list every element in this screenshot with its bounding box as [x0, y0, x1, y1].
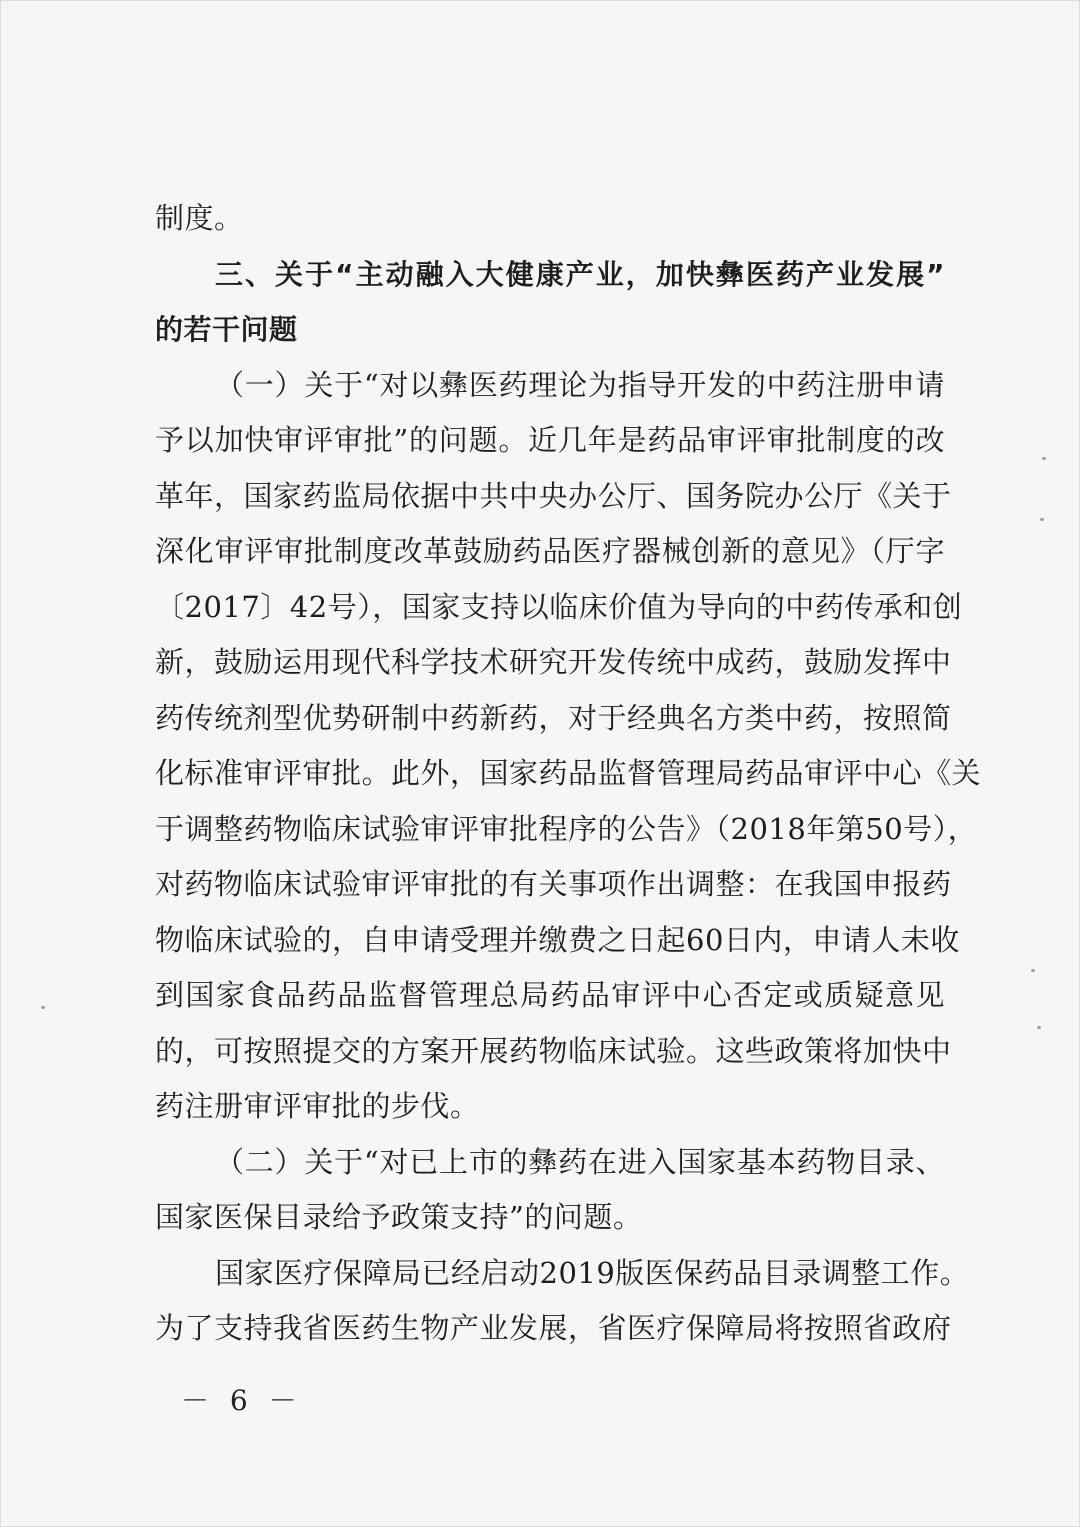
body-line-1: 制度。	[155, 201, 244, 235]
body-line-14: 物临床试验的，自申请受理并缴费之日起60日内，申请人未收	[155, 922, 960, 957]
subsection-two-title-line: （二）关于“对已上市的彝药在进入国家基本药物目录、	[215, 1144, 945, 1179]
body-line-19: 国家医保目录给予政策支持”的问题。	[155, 1200, 643, 1234]
body-line-12: 于调整药物临床试验审评审批程序的公告》（2018年第50号），	[155, 811, 978, 846]
body-line-21: 为了支持我省医药生物产业发展，省医疗保障局将按照省政府	[155, 1311, 952, 1345]
document-body	[155, 191, 982, 1357]
subsection-one-title-line: （一）关于“对以彝医药理论为指导开发的中药注册申请	[215, 367, 945, 402]
body-line-11: 化标准审评审批。此外，国家药品监督管理局药品审评中心《关	[155, 756, 982, 790]
scan-speck	[1042, 457, 1046, 460]
body-line-8: 〔2017〕42号），国家支持以临床价值为导向的中药传承和创	[155, 589, 963, 624]
body-line-17: 药注册审评审批的步伐。	[155, 1089, 480, 1123]
body-line-9: 新，鼓励运用现代科学技术研究开发传统中成药，鼓励发挥中	[155, 645, 952, 679]
body-line-16: 的，可按照提交的方案开展药物临床试验。这些政策将加快中	[155, 1033, 952, 1068]
scan-speck	[1040, 518, 1044, 521]
scan-speck	[1037, 1026, 1041, 1029]
page-number: － 6 －	[181, 1384, 303, 1417]
body-line-20: 国家医疗保障局已经启动2019版医保药品目录调整工作。	[215, 1255, 970, 1290]
section-heading-line-1: 三、关于“主动融入大健康产业，加快彝医药产业发展”	[215, 257, 945, 291]
body-line-10: 药传统剂型优势研制中药新药，对于经典名方类中药，按照简	[155, 700, 952, 735]
body-line-13: 对药物临床试验审评审批的有关事项作出调整：在我国申报药	[155, 867, 952, 901]
body-line-6: 革年，国家药监局依据中共中央办公厅、国务院办公厅《关于	[155, 478, 952, 513]
scan-speck	[1031, 969, 1035, 972]
body-line-5: 予以加快审评审批”的问题。近几年是药品审评审批制度的改	[155, 423, 945, 457]
body-line-15: 到国家食品药品监督管理总局药品审评中心否定或质疑意见	[155, 978, 945, 1012]
body-line-7: 深化审评审批制度改革鼓励药品医疗器械创新的意见》（厅字	[155, 534, 945, 568]
scan-speck	[41, 1006, 45, 1009]
section-heading-line-2: 的若干问题	[155, 313, 298, 346]
